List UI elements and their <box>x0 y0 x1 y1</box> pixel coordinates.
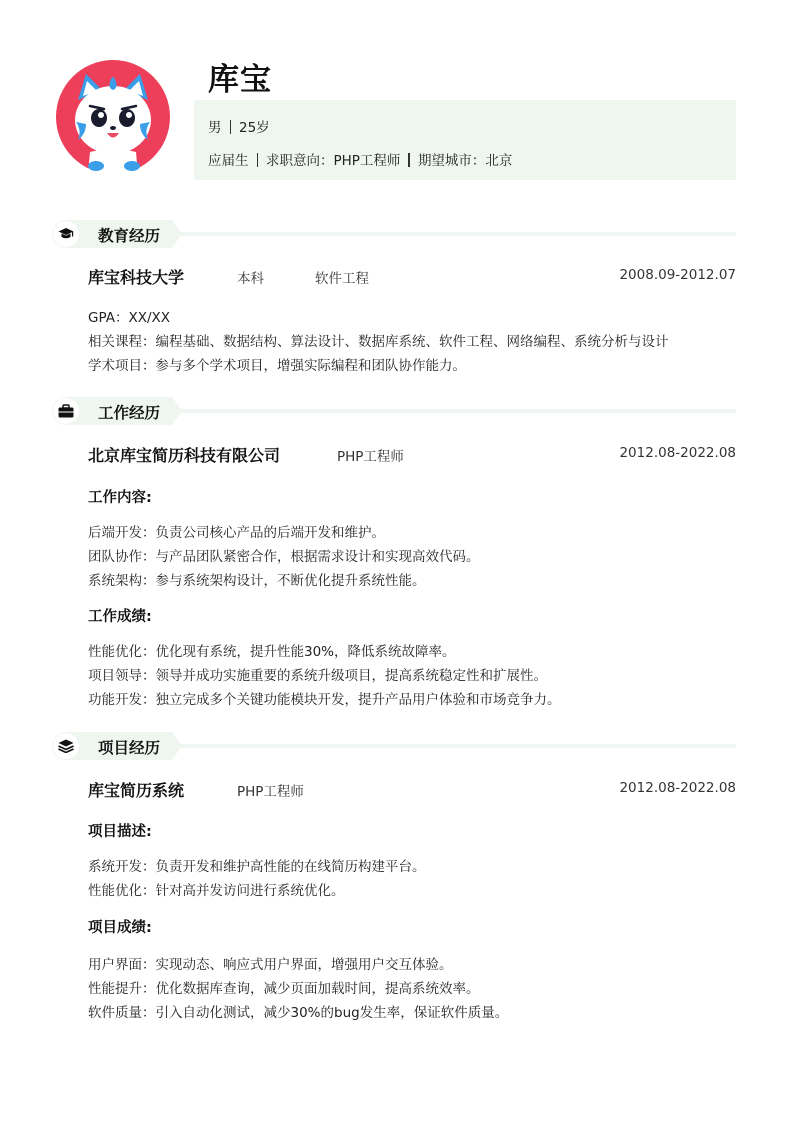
work-content-item: 系统架构：参与系统架构设计，不断优化提升系统性能。 <box>88 573 426 589</box>
education-detail: 学术项目：参与多个学术项目，增强实际编程和团队协作能力。 <box>88 358 466 374</box>
section-header-project <box>52 732 736 760</box>
project-results-heading: 项目成绩: <box>88 920 152 936</box>
project-desc-item: 性能优化：针对高并发访问进行系统优化。 <box>88 883 345 899</box>
briefcase-icon <box>53 398 79 424</box>
education-period: 2008.09-2012.07 <box>619 267 736 283</box>
education-detail: GPA：XX/XX <box>88 310 171 326</box>
project-result-item: 性能提升：优化数据库查询，减少页面加载时间，提高系统效率。 <box>88 981 480 997</box>
work-content-item: 团队协作：与产品团队紧密合作，根据需求设计和实现高效代码。 <box>88 549 480 565</box>
project-role: PHP工程师 <box>237 784 304 800</box>
section-title: 项目经历 <box>98 739 161 757</box>
separator <box>257 153 259 167</box>
education-entry <box>88 265 736 289</box>
section-title: 教育经历 <box>98 227 161 245</box>
work-result-item: 性能优化：优化现有系统，提升性能30%，降低系统故障率。 <box>88 644 456 660</box>
section-header-education <box>52 220 736 248</box>
project-period: 2012.08-2022.08 <box>619 780 736 796</box>
project-desc-heading: 项目描述: <box>88 824 152 840</box>
basic-info-line-1 <box>208 116 270 136</box>
degree: 本科 <box>237 271 264 287</box>
work-content-item: 后端开发：负责公司核心产品的后端开发和维护。 <box>88 525 385 541</box>
company-name: 北京库宝简历科技有限公司 <box>88 446 281 465</box>
separator <box>230 120 232 134</box>
age: 25岁 <box>239 120 270 136</box>
project-result-item: 软件质量：引入自动化测试，减少30%的bug发生率，保证软件质量。 <box>88 1005 509 1021</box>
status: 应届生 <box>208 153 249 169</box>
work-result-item: 功能开发：独立完成多个关键功能模块开发，提升产品用户体验和市场竞争力。 <box>88 692 561 708</box>
section-header-work <box>52 397 736 425</box>
major: 软件工程 <box>315 271 369 287</box>
section-divider <box>176 232 736 236</box>
gender: 男 <box>208 120 222 136</box>
work-entry <box>88 443 736 467</box>
graduation-cap-icon <box>53 221 79 247</box>
candidate-name: 库宝 <box>208 62 272 98</box>
work-role: PHP工程师 <box>337 449 404 465</box>
section-divider <box>176 409 736 413</box>
basic-info-line-2 <box>208 149 512 169</box>
project-entry <box>88 778 736 802</box>
section-divider <box>176 744 736 748</box>
project-name: 库宝简历系统 <box>88 781 185 800</box>
project-result-item: 用户界面：实现动态、响应式用户界面，增强用户交互体验。 <box>88 957 453 973</box>
basic-info-panel <box>194 100 736 180</box>
school-name: 库宝科技大学 <box>88 268 185 287</box>
work-content-heading: 工作内容: <box>88 490 152 506</box>
work-results-heading: 工作成绩: <box>88 609 152 625</box>
education-detail: 相关课程：编程基础、数据结构、算法设计、数据库系统、软件工程、网络编程、系统分析与设计 <box>88 334 669 350</box>
project-desc-item: 系统开发：负责开发和维护高性能的在线简历构建平台。 <box>88 859 426 875</box>
layers-icon <box>53 733 79 759</box>
avatar <box>56 60 170 174</box>
job-intent: 求职意向：PHP工程师 <box>266 153 401 169</box>
separator <box>408 153 410 167</box>
section-title: 工作经历 <box>98 404 161 422</box>
expected-city: 期望城市：北京 <box>417 153 513 169</box>
work-period: 2012.08-2022.08 <box>619 445 736 461</box>
work-result-item: 项目领导：领导并成功实施重要的系统升级项目，提高系统稳定性和扩展性。 <box>88 668 547 684</box>
